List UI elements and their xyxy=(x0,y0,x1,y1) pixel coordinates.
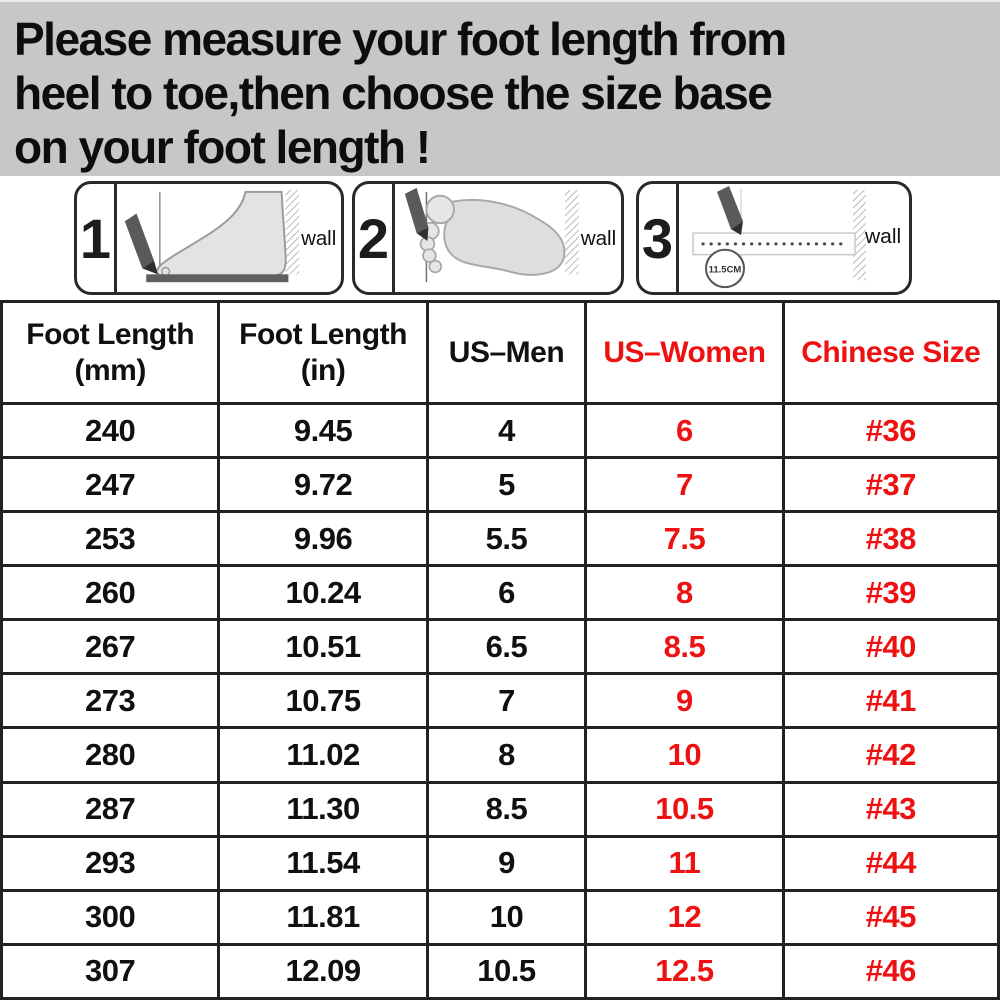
table-cell: #42 xyxy=(783,728,998,782)
header-chinese-size: Chinese Size xyxy=(783,302,998,404)
table-cell: #40 xyxy=(783,620,998,674)
toe-bump xyxy=(162,267,170,275)
table-row xyxy=(2,674,999,728)
table-cell: 11.81 xyxy=(219,890,427,944)
table-cell: 247 xyxy=(2,458,219,512)
step-number-2: 2 xyxy=(355,184,395,292)
table-cell: 12.09 xyxy=(219,944,427,998)
table-cell: 11.02 xyxy=(219,728,427,782)
table-cell: #36 xyxy=(783,404,998,458)
table-cell: 8.5 xyxy=(427,782,586,836)
table-cell: 9.72 xyxy=(219,458,427,512)
table-cell: 9 xyxy=(586,674,783,728)
foot-shape xyxy=(157,192,286,275)
table-cell: #41 xyxy=(783,674,998,728)
table-cell: 10 xyxy=(586,728,783,782)
table-cell: 9 xyxy=(427,836,586,890)
table-cell: #38 xyxy=(783,512,998,566)
step-box-3 xyxy=(636,181,912,295)
table-row xyxy=(2,566,999,620)
table-cell: 12.5 xyxy=(586,944,783,998)
table-cell: 10 xyxy=(427,890,586,944)
header-foot-length-in: Foot Length (in) xyxy=(219,302,427,404)
table-cell: 9.45 xyxy=(219,404,427,458)
table-cell: #46 xyxy=(783,944,998,998)
wall-hatch xyxy=(285,190,299,274)
pencil-icon xyxy=(405,188,429,233)
table-header xyxy=(2,302,999,404)
table-cell: 7 xyxy=(427,674,586,728)
table-row xyxy=(2,728,999,782)
pencil-icon xyxy=(125,213,154,268)
table-cell: #39 xyxy=(783,566,998,620)
table-row xyxy=(2,836,999,890)
table-cell: 8 xyxy=(586,566,783,620)
table-cell: 10.5 xyxy=(427,944,586,998)
table-cell: 8.5 xyxy=(586,620,783,674)
table-cell: 307 xyxy=(2,944,219,998)
table-row xyxy=(2,620,999,674)
table-cell: 300 xyxy=(2,890,219,944)
wall-label: wall xyxy=(301,226,337,250)
pencil-icon xyxy=(717,186,743,229)
table-cell: 240 xyxy=(2,404,219,458)
table-cell: 10.75 xyxy=(219,674,427,728)
table-cell: 293 xyxy=(2,836,219,890)
table-row xyxy=(2,404,999,458)
table-cell: #45 xyxy=(783,890,998,944)
table-cell: #44 xyxy=(783,836,998,890)
wall-hatch xyxy=(565,190,579,274)
title-line-1: Please measure your foot length from xyxy=(14,13,786,65)
table-row xyxy=(2,782,999,836)
table-cell: 10.51 xyxy=(219,620,427,674)
table-cell: 253 xyxy=(2,512,219,566)
table-row xyxy=(2,944,999,998)
title-banner xyxy=(0,0,1000,176)
table-cell: 6 xyxy=(586,404,783,458)
table-body xyxy=(2,404,999,999)
footprint-illustration xyxy=(395,184,621,292)
table-cell: 8 xyxy=(427,728,586,782)
toe-5 xyxy=(429,261,441,273)
table-cell: 7 xyxy=(586,458,783,512)
table-cell: 11.54 xyxy=(219,836,427,890)
measurement-diagrams xyxy=(0,176,1000,300)
table-cell: 11.30 xyxy=(219,782,427,836)
table-header-row xyxy=(2,302,999,404)
ground-bar xyxy=(146,274,288,282)
measure-circle-label: 11.5CM xyxy=(708,263,742,275)
header-us-women: US–Women xyxy=(586,302,783,404)
table-cell: #43 xyxy=(783,782,998,836)
table-row xyxy=(2,512,999,566)
table-cell: 11 xyxy=(586,836,783,890)
title-line-3: on your foot length ! xyxy=(14,121,430,173)
step-box-2 xyxy=(352,181,624,295)
table-row xyxy=(2,458,999,512)
table-cell: #37 xyxy=(783,458,998,512)
foot-side-illustration xyxy=(117,184,341,292)
table-cell: 10.24 xyxy=(219,566,427,620)
size-table xyxy=(0,300,1000,1000)
table-cell: 4 xyxy=(427,404,586,458)
table-cell: 12 xyxy=(586,890,783,944)
table-cell: 7.5 xyxy=(586,512,783,566)
sole-shape xyxy=(444,200,564,275)
step-box-1 xyxy=(74,181,344,295)
table-cell: 273 xyxy=(2,674,219,728)
table-cell: 5 xyxy=(427,458,586,512)
table-cell: 10.5 xyxy=(586,782,783,836)
table-cell: 287 xyxy=(2,782,219,836)
wall-label: wall xyxy=(580,226,617,250)
header-us-men: US–Men xyxy=(427,302,586,404)
table-cell: 280 xyxy=(2,728,219,782)
table-cell: 6.5 xyxy=(427,620,586,674)
title-line-2: heel to toe,then choose the size base xyxy=(14,67,772,119)
step-number-1: 1 xyxy=(77,184,117,292)
header-foot-length-mm: Foot Length (mm) xyxy=(2,302,219,404)
table-cell: 5.5 xyxy=(427,512,586,566)
table-cell: 260 xyxy=(2,566,219,620)
table-cell: 9.96 xyxy=(219,512,427,566)
table-cell: 267 xyxy=(2,620,219,674)
ruler-illustration xyxy=(679,184,909,292)
table-cell: 6 xyxy=(427,566,586,620)
table-row xyxy=(2,890,999,944)
big-toe xyxy=(426,196,454,223)
wall-label: wall xyxy=(865,225,902,248)
step-number-3: 3 xyxy=(639,184,679,292)
